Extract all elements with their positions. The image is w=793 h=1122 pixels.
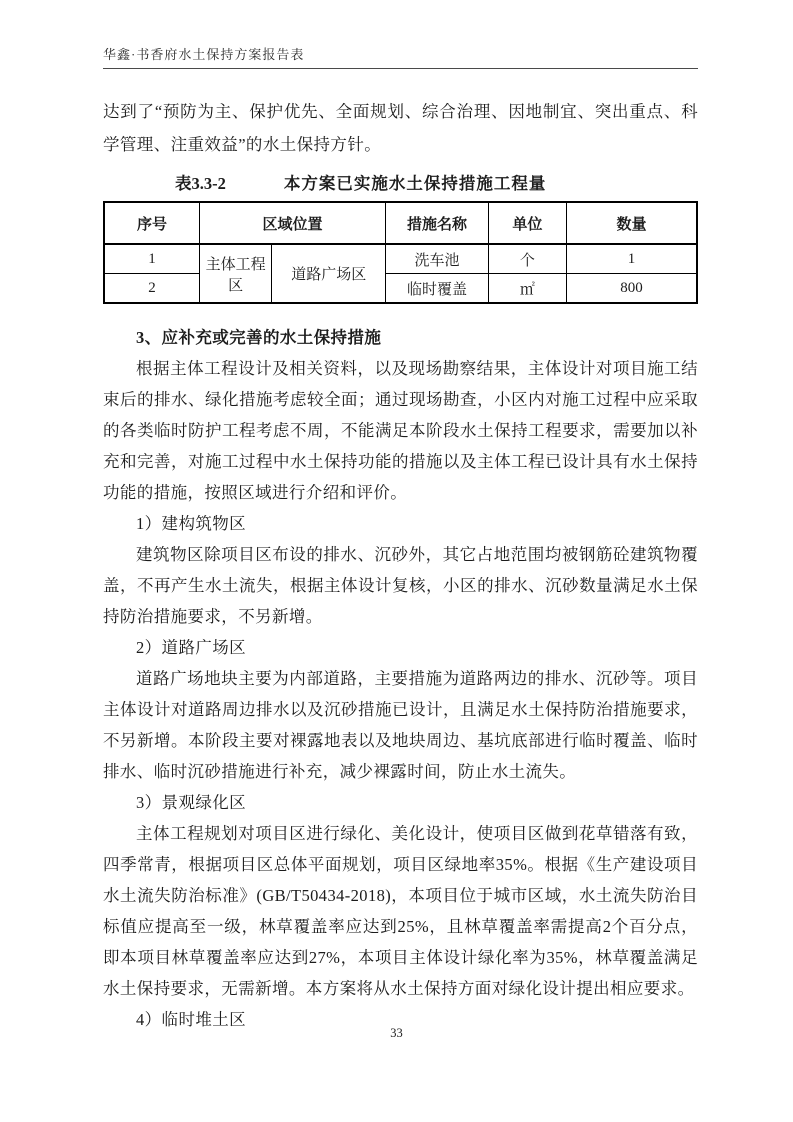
cell-no: 2 (104, 274, 199, 304)
col-header-quantity: 数量 (567, 202, 698, 244)
cell-area-main: 主体工程区 (199, 244, 271, 303)
subheading-landscape-zone: 3）景观绿化区 (136, 793, 247, 812)
cell-measure: 洗车池 (386, 244, 489, 274)
table-label: 表3.3-2 (175, 174, 226, 193)
section-3 (103, 322, 698, 1035)
running-header: 华鑫·书香府水土保持方案报告表 (103, 0, 698, 69)
cell-unit: 个 (488, 244, 566, 274)
cell-unit: ㎡ (488, 274, 566, 304)
subheading-building-zone: 1）建构筑物区 (136, 514, 247, 533)
col-header-measure: 措施名称 (386, 202, 489, 244)
paragraph: 道路广场地块主要为内部道路，主要措施为道路两边的排水、沉砂等。项目主体设计对道路周边排水以及沉砂措施已设计，且满足水土保持防治措施要求，不另新增。本阶段主要对裸露地表以及地块周边、基坑底部进行临时覆盖、临时排水、临时沉砂措施进行补充，减少裸露时间，防止水土流失。 (103, 669, 698, 781)
implemented-measures-table (103, 201, 698, 304)
paragraph-policy: 达到了“预防为主、保护优先、全面规划、综合治理、因地制宜、突出重点、科学管理、注重效益”的水土保持方针。 (103, 102, 698, 154)
cell-quantity: 800 (567, 274, 698, 304)
table-title: 本方案已实施水土保持措施工程量 (283, 174, 547, 193)
paragraph: 建筑物区除项目区布设的排水、沉砂外，其它占地范围均被钢筋砼建筑物覆盖，不再产生水土流失，根据主体设计复核，小区的排水、沉砂数量满足水土保持防治措施要求，不另新增。 (103, 545, 698, 626)
table-header-row (104, 202, 697, 244)
paragraph: 主体工程规划对项目区进行绿化、美化设计，使项目区做到花草错落有致，四季常青，根据项目区总体平面规划，项目区绿地率35%。根据《生产建设项目水土流失防治标准》(GB/T50434-2018)，本项目位于城市区域，水土流失防治目标值应提高至一级，林草覆盖率应达到25%，且林草覆盖率需提高2个百分点，即本项目林草覆盖率应达到27%，本项目主体设计绿化率为35%，林草覆盖满足水土保持要求，无需新增。本方案将从水土保持方面对绿化设计提出相应要求。 (103, 824, 698, 998)
subheading-road-plaza-zone: 2）道路广场区 (136, 638, 247, 657)
page-content (103, 0, 698, 1035)
table-caption (103, 171, 698, 197)
table-row (104, 274, 697, 304)
cell-no: 1 (104, 244, 199, 274)
cell-area-sub: 道路广场区 (272, 244, 386, 303)
section-heading: 3、应补充或完善的水土保持措施 (136, 328, 382, 347)
subheading-temp-soil-zone: 4）临时堆土区 (136, 1010, 247, 1029)
page-number: 33 (390, 1026, 403, 1040)
col-header-unit: 单位 (488, 202, 566, 244)
table-row (104, 244, 697, 274)
col-header-no: 序号 (104, 202, 199, 244)
cell-measure: 临时覆盖 (386, 274, 489, 304)
cell-quantity: 1 (567, 244, 698, 274)
col-header-area: 区域位置 (199, 202, 385, 244)
paragraph: 根据主体工程设计及相关资料，以及现场勘察结果，主体设计对项目施工结束后的排水、绿化措施考虑较全面；通过现场勘查，小区内对施工过程中应采取的各类临时防护工程考虑不周，不能满足本阶段水土保持工程要求，需要加以补充和完善，对施工过程中水土保持功能的措施以及主体工程已设计具有水土保持功能的措施，按照区域进行介绍和评价。 (103, 359, 698, 502)
